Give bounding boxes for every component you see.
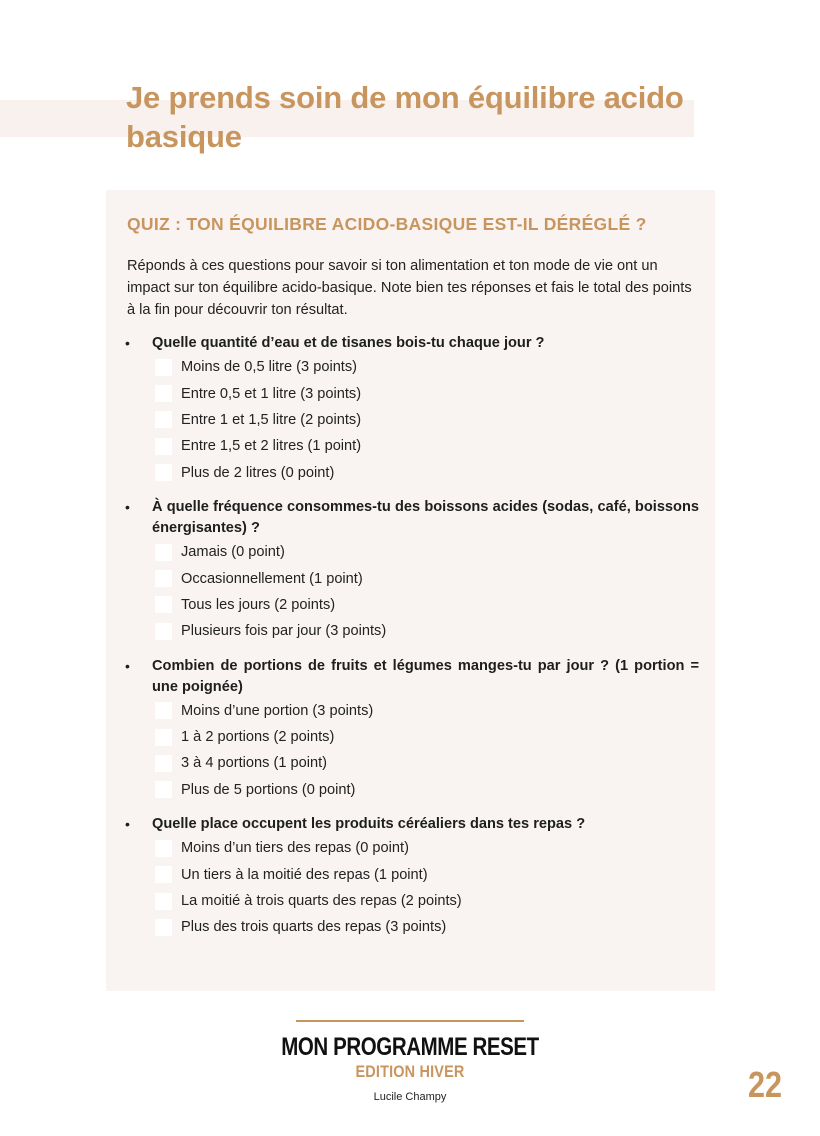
answer-option[interactable] <box>123 835 699 861</box>
answer-label: La moitié à trois quarts des repas (2 points) <box>181 893 462 910</box>
page-title: Je prends soin de mon équilibre acido basique <box>126 80 684 154</box>
answer-checkbox[interactable] <box>155 866 172 883</box>
answer-label: Moins de 0,5 litre (3 points) <box>181 359 358 376</box>
answer-checkbox[interactable] <box>155 385 172 402</box>
answer-option[interactable] <box>123 888 699 914</box>
answer-option[interactable] <box>123 433 699 459</box>
bullet-icon: • <box>125 816 130 833</box>
answer-option[interactable] <box>123 724 699 750</box>
answer-label: Jamais (0 point) <box>181 544 285 561</box>
answer-label: Moins d’un tiers des repas (0 point) <box>181 840 409 857</box>
answer-label: Entre 0,5 et 1 litre (3 points) <box>181 385 362 402</box>
brand-edition: EDITION HIVER <box>355 1062 465 1081</box>
answer-label: Plus de 5 portions (0 point) <box>181 781 356 798</box>
quiz-intro: Réponds à ces questions pour savoir si ton alimentation et ton mode de vie ont un impact sur ton équilibre acido-basique. Note bien tes réponses et fais le total des points à la fin pour découvrir ton résultat. <box>127 258 692 318</box>
question-text: À quelle fréquence consommes-tu des boissons acides (sodas, café, boissons énergisantes) ? <box>152 498 699 536</box>
answer-checkbox[interactable] <box>155 729 172 746</box>
quiz-title: QUIZ : TON ÉQUILIBRE ACIDO-BASIQUE EST-IL DÉRÉGLÉ ? <box>127 214 647 234</box>
bullet-icon: • <box>125 657 130 674</box>
answer-checkbox[interactable] <box>155 544 172 561</box>
answer-checkbox[interactable] <box>155 464 172 481</box>
answer-checkbox[interactable] <box>155 702 172 719</box>
answer-label: Plus des trois quarts des repas (3 points) <box>181 919 447 936</box>
answer-option[interactable] <box>123 698 699 724</box>
page-number: 22 <box>748 1064 783 1105</box>
answer-option[interactable] <box>123 914 699 940</box>
answer-checkbox[interactable] <box>155 359 172 376</box>
footer-divider <box>296 1020 524 1022</box>
answer-option[interactable] <box>123 861 699 887</box>
answer-label: Tous les jours (2 points) <box>181 596 336 613</box>
answer-label: Entre 1,5 et 2 litres (1 point) <box>181 438 362 455</box>
answer-checkbox[interactable] <box>155 755 172 772</box>
answer-label: 1 à 2 portions (2 points) <box>181 729 335 746</box>
answer-checkbox[interactable] <box>155 781 172 798</box>
quiz-question <box>123 333 699 486</box>
answer-option[interactable] <box>123 460 699 486</box>
answer-label: Occasionnellement (1 point) <box>181 570 363 587</box>
answer-checkbox[interactable] <box>155 438 172 455</box>
answer-checkbox[interactable] <box>155 893 172 910</box>
answer-option[interactable] <box>123 592 699 618</box>
question-header <box>123 814 699 835</box>
answer-label: Un tiers à la moitié des repas (1 point) <box>181 866 428 883</box>
question-list <box>123 333 699 952</box>
answer-checkbox[interactable] <box>155 840 172 857</box>
answer-checkbox[interactable] <box>155 623 172 640</box>
author-name: Lucile Champy <box>373 1091 447 1103</box>
answer-checkbox[interactable] <box>155 570 172 587</box>
quiz-question <box>123 497 699 645</box>
answer-label: Moins d’une portion (3 points) <box>181 702 374 719</box>
answer-label: 3 à 4 portions (1 point) <box>181 755 328 772</box>
question-header <box>123 656 699 698</box>
question-text: Combien de portions de fruits et légumes manges-tu par jour ? (1 portion = une poignée) <box>152 657 699 695</box>
answer-option[interactable] <box>123 565 699 591</box>
answer-option[interactable] <box>123 380 699 406</box>
answer-option[interactable] <box>123 354 699 380</box>
bullet-icon: • <box>125 335 130 351</box>
question-text: Quelle place occupent les produits céréaliers dans tes repas ? <box>152 816 586 833</box>
bullet-icon: • <box>125 498 130 515</box>
answer-option[interactable] <box>123 777 699 803</box>
answer-option[interactable] <box>123 750 699 776</box>
question-header <box>123 497 699 539</box>
brand-title: MON PROGRAMME RESET <box>281 1033 539 1061</box>
answer-label: Plusieurs fois par jour (3 points) <box>181 623 387 640</box>
quiz-panel <box>106 190 715 991</box>
answer-checkbox[interactable] <box>155 411 172 428</box>
answer-option[interactable] <box>123 618 699 644</box>
question-header <box>123 333 699 354</box>
quiz-question <box>123 814 699 941</box>
answer-checkbox[interactable] <box>155 596 172 613</box>
answer-option[interactable] <box>123 539 699 565</box>
answer-label: Entre 1 et 1,5 litre (2 points) <box>181 411 362 428</box>
answer-label: Plus de 2 litres (0 point) <box>181 464 335 481</box>
answer-option[interactable] <box>123 407 699 433</box>
question-text: Quelle quantité d’eau et de tisanes bois-tu chaque jour ? <box>152 335 545 351</box>
answer-checkbox[interactable] <box>155 919 172 936</box>
quiz-question <box>123 656 699 804</box>
